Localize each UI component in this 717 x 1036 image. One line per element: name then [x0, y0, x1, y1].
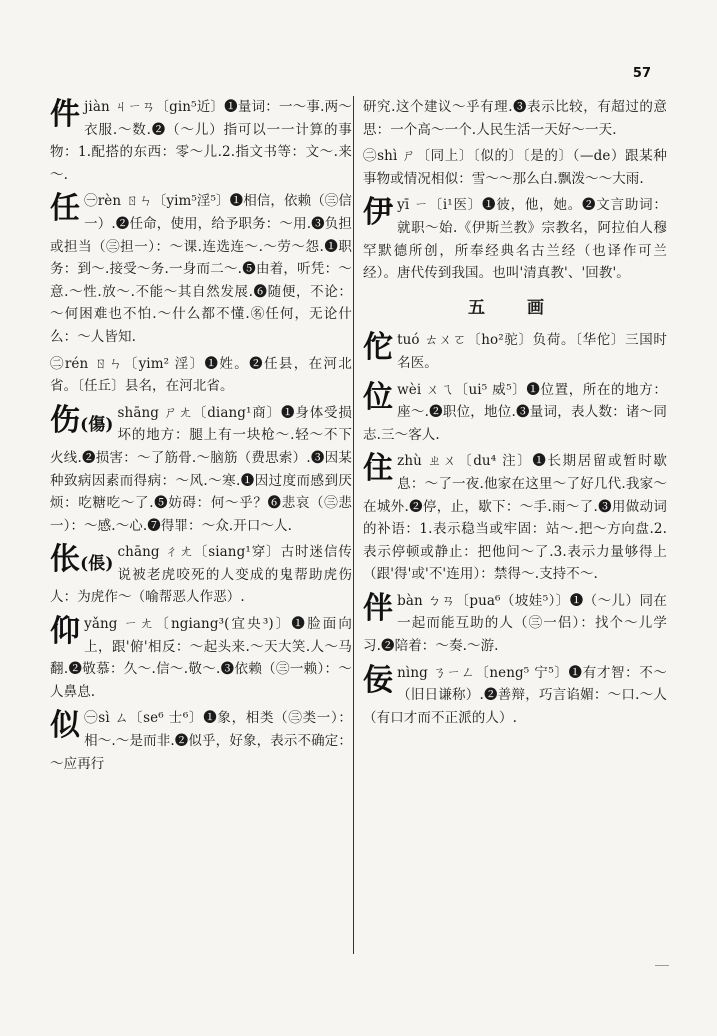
entry-headword — [363, 331, 393, 365]
headword-traditional-variant: (倀) — [80, 554, 114, 575]
entry-headword — [50, 709, 80, 743]
column-divider — [353, 96, 354, 954]
dictionary-entry — [363, 194, 667, 284]
dictionary-entry — [363, 379, 667, 447]
section-title: 五 画 — [468, 297, 562, 318]
entry-definition: ㊀sì ㄙ〔se⁶ 士⁶〕❶象，相类（㊂类一）：相～.～是而非.❷似乎，好象，表示不确定：～应再行 — [50, 710, 352, 772]
entry-definition: 研究.这个建议～乎有理.❸表示比较，有超过的意思：一个高～一个.人民生活一天好～一天. — [363, 99, 667, 138]
headword-char: 伤 — [50, 402, 81, 438]
entry-definition: shāng ㄕㄤ〔diang¹商〕❶身体受损坏的地方：腿上有一块枪～.轻～不下火线.❷损害：～了筋骨.～脑筋（费思索）.❸因某种致病因素而得病：～风.～寒.❶因过度而感到厌烦：吃糖吃～了.❺妨碍：何～乎？❻悲哀（㊂悲一）：～感.～心.❼得罪：～众.开口～人. — [50, 404, 352, 534]
headword-char: 佗 — [363, 330, 394, 366]
entry-definition: ㊁shì ㄕ〔同上〕〔似的〕〔是的〕（—de）跟某种事物或情况相似：雪～～那么白.飘泼～～大雨. — [363, 148, 667, 187]
headword-char: 仰 — [50, 614, 81, 650]
entry-headword — [50, 192, 80, 226]
dictionary-entry — [363, 450, 667, 586]
entry-definition: yǎng ㄧㄤ〔ngiang³(宜央³)〕❶脸面向上，跟'俯'相反：～起头来.～天大笑.人～马翻.❷敬慕：久～.信～.敬～.❸依赖（㊂一赖）：～人鼻息. — [50, 616, 352, 700]
dictionary-entry — [363, 590, 667, 658]
dictionary-entry — [50, 402, 352, 538]
left-column — [50, 96, 352, 775]
entry-continuation — [363, 145, 667, 190]
headword-char: 伥 — [50, 542, 81, 578]
headword-char: 似 — [50, 708, 81, 744]
dictionary-entry — [50, 613, 352, 703]
entry-definition: nìng ㄋㄧㄥ〔neng⁵ 宁⁵〕❶有才智：不～（旧日谦称）.❷善辩，巧言谄媚：～口.～人（有口才而不正派的人）. — [363, 664, 667, 726]
headword-char: 住 — [363, 451, 394, 487]
headword-char: 伊 — [363, 195, 394, 231]
dictionary-entry — [363, 662, 667, 730]
entry-headword — [363, 196, 393, 230]
headword-char: 伴 — [363, 590, 394, 626]
dictionary-entry — [50, 707, 352, 775]
entry-definition: zhù ㄓㄨ〔du⁴ 注〕❶长期居留或暂时歇息：～了一夜.他家在这里～了好几代.我家～在城外.❷停，止，歇下：～手.雨～了.❸用做动词的补语：1.表示稳当或牢固：站～.把～方向盘.2.表示停顿或静止：把他问～了.3.表示力量够得上（跟'得'或'不'连用）：禁得～.支持不～. — [363, 453, 667, 583]
dictionary-entry — [50, 190, 352, 348]
dictionary-entry — [363, 329, 667, 374]
page-number: 57 — [632, 66, 651, 81]
entry-definition: tuó ㄊㄨㄛ〔ho²驼〕负荷。〔华佗〕三国时名医。 — [397, 332, 667, 371]
entry-definition: bàn ㄅㄢ〔pua⁶（坡娃⁵）〕❶（～儿）同在一起而能互助的人（㊂一侣）：找个～儿学习.❷陪着：～奏.～游. — [363, 592, 667, 655]
entry-headword — [363, 592, 393, 626]
entry-definition: chāng ㄔㄤ〔siang¹穿〕古时迷信传说被老虎咬死的人变成的鬼帮助虎伤人：为虎作～（喻帮恶人作恶）. — [50, 544, 352, 606]
headword-char: 佞 — [363, 662, 394, 698]
entry-headword — [363, 452, 393, 486]
headword-char: 位 — [363, 379, 394, 415]
entry-definition: jiàn ㄐㄧㄢ〔gin⁵近〕❶量词：一～事.两～衣服.～数.❷（～儿）指可以一一计算的事物：1.配搭的东西：零～儿.2.指文书等：文～.来～. — [50, 99, 352, 183]
dictionary-entry — [50, 541, 352, 609]
entry-continuation — [363, 96, 667, 141]
entry-headword — [50, 615, 80, 649]
dictionary-entry — [50, 96, 352, 186]
headword-char: 任 — [50, 191, 81, 227]
entry-headword — [50, 404, 114, 442]
headword-char: 件 — [50, 97, 81, 132]
entry-definition: wèi ㄨㄟ〔ui⁵ 威⁵〕❶位置，所在的地方：座～.❷职位，地位.❸量词，表人数：诸～同志.三～客人. — [363, 381, 667, 443]
right-column — [363, 96, 667, 729]
entry-headword — [50, 98, 80, 132]
entry-continuation — [50, 353, 352, 398]
entry-headword — [363, 381, 393, 415]
entry-headword — [363, 664, 393, 698]
headword-traditional-variant: (傷) — [80, 414, 114, 435]
entry-definition: ㊁rén ㄖㄣ〔yim² 淫〕❶姓。❷任县，在河北省。〔任丘〕县名，在河北省。 — [50, 355, 352, 395]
entry-definition: ㊀rèn ㄖㄣ〔yim⁵淫⁵〕❶相信，依赖（㊂信一）.❷任命，使用，给予职务：～用.❸负担或担当（㊂担一）：～课.连选连～.～劳～怨.❶职务：到～.接受～务.一身而二～.❺由着，听凭：～意.～性.放～.不能～其自然发展.❻随便，不论：～何困难也不怕.～什么都不懂.㊔任何，无论什么：～人皆知. — [50, 193, 353, 345]
entry-headword — [50, 543, 114, 581]
entry-definition: yī ㄧ〔i¹医〕❶彼，他，她。❷文言助词：就职～始.《伊斯兰教》宗教名，阿拉伯人穆罕默德所创，所奉经典名古兰经（也译作可兰经）。唐代传到我国。也叫'清真教'、'回教'。 — [363, 197, 667, 282]
scan-mark — [655, 965, 669, 966]
